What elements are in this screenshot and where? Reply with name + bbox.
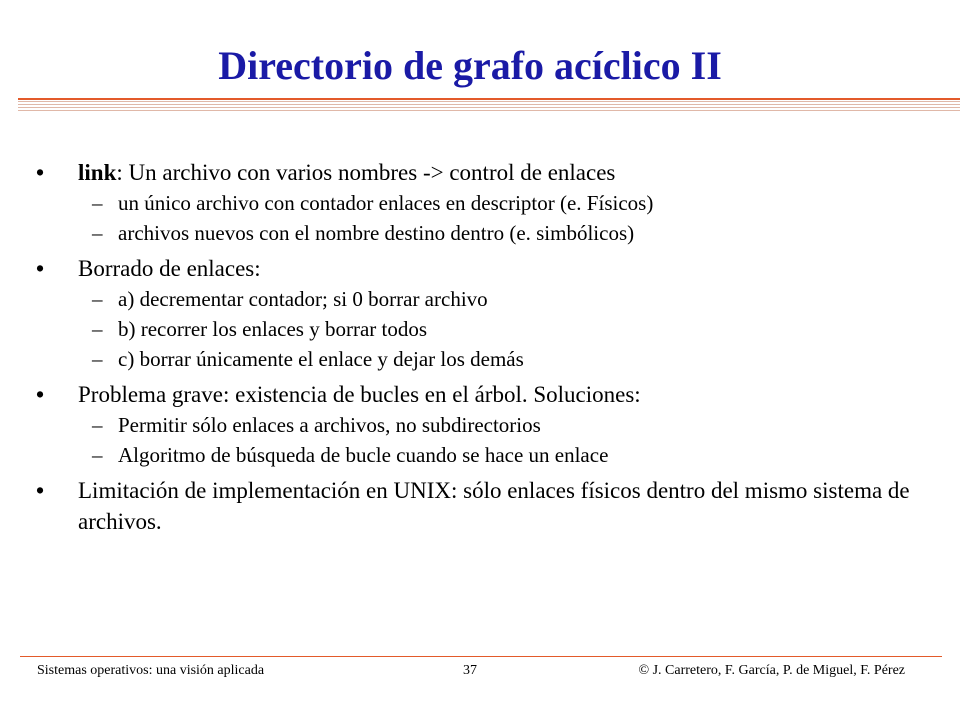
sub-item bbox=[78, 410, 936, 440]
dash-marker: – bbox=[92, 413, 103, 437]
page-number: 37 bbox=[463, 663, 477, 678]
bullet-marker: • bbox=[36, 256, 45, 281]
dash-marker: – bbox=[92, 347, 103, 371]
title-divider bbox=[18, 98, 960, 111]
sub-item-text: Permitir sólo enlaces a archivos, no subdirectorios bbox=[118, 413, 541, 437]
sub-item-text: c) borrar únicamente el enlace y dejar los demás bbox=[118, 347, 524, 371]
slide-content bbox=[36, 157, 936, 542]
sub-item-text: a) decrementar contador; si 0 borrar archivo bbox=[118, 287, 488, 311]
bullet-marker: • bbox=[36, 478, 45, 503]
sub-item-text: Algoritmo de búsqueda de bucle cuando se hace un enlace bbox=[118, 443, 609, 467]
slide-title: Directorio de grafo acíclico II bbox=[218, 43, 722, 88]
bullet-body: Limitación de implementación en UNIX: sólo enlaces físicos dentro del mismo sistema de archivos. bbox=[78, 478, 910, 534]
bullet-marker: • bbox=[36, 382, 45, 407]
footer-book-title: Sistemas operativos: una visión aplicada bbox=[37, 663, 265, 678]
dash-marker: – bbox=[92, 221, 103, 245]
dash-marker: – bbox=[92, 443, 103, 467]
bullet-item bbox=[36, 253, 936, 374]
bullet-item bbox=[36, 475, 936, 537]
sub-item-text: archivos nuevos con el nombre destino dentro (e. simbólicos) bbox=[118, 221, 635, 245]
bullet-body: Problema grave: existencia de bucles en el árbol. Soluciones: bbox=[78, 382, 641, 407]
dash-marker: – bbox=[92, 191, 103, 215]
dash-marker: – bbox=[92, 317, 103, 341]
sub-item-text: b) recorrer los enlaces y borrar todos bbox=[118, 317, 428, 341]
sub-item bbox=[78, 344, 936, 374]
sub-item bbox=[78, 188, 936, 218]
bullet-item bbox=[36, 157, 936, 248]
sub-item-text: un único archivo con contador enlaces en descriptor (e. Físicos) bbox=[118, 191, 654, 215]
bullet-body: : Un archivo con varios nombres -> control de enlaces bbox=[116, 160, 616, 185]
sub-item bbox=[78, 284, 936, 314]
bullet-marker: • bbox=[36, 160, 45, 185]
bullet-body: Borrado de enlaces: bbox=[78, 256, 261, 281]
bullet-text bbox=[78, 160, 615, 185]
footer-copyright: © J. Carretero, F. García, P. de Miguel, F. Pérez bbox=[638, 663, 905, 678]
sub-item bbox=[78, 440, 936, 470]
bullet-bold-term: link bbox=[78, 160, 117, 185]
footer-divider bbox=[20, 656, 942, 657]
sub-item bbox=[78, 218, 936, 248]
dash-marker: – bbox=[92, 287, 103, 311]
sub-item bbox=[78, 314, 936, 344]
bullet-item bbox=[36, 379, 936, 470]
